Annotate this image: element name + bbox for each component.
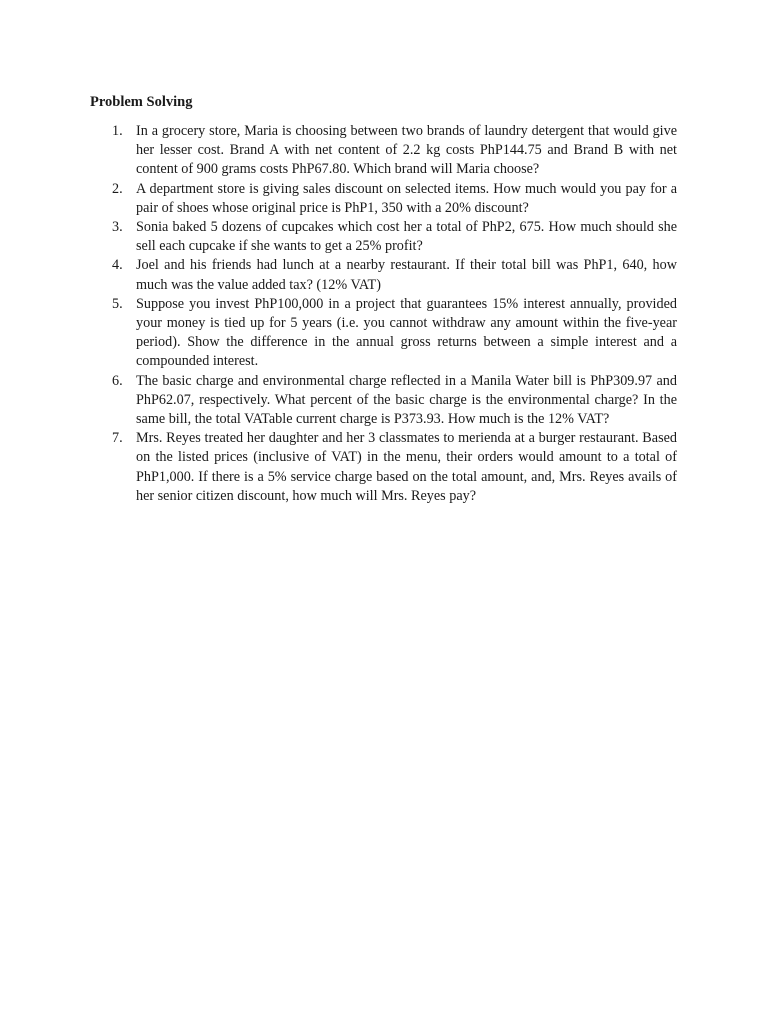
problem-item-5 xyxy=(90,295,677,372)
problem-number: 3. xyxy=(112,219,123,236)
problem-item-2 xyxy=(90,180,677,218)
problem-item-3 xyxy=(90,218,677,256)
problem-item-4 xyxy=(90,256,677,294)
problem-text: In a grocery store, Maria is choosing between two brands of laundry detergent that would give her lesser cost. Brand A with net content of 2.2 kg costs PhP144.75 and Brand B with net content of 900 grams costs PhP67.80. Which brand will Maria choose? xyxy=(136,123,677,178)
problem-number: 5. xyxy=(112,295,123,312)
problem-number: 4. xyxy=(112,257,123,274)
problem-number: 1. xyxy=(112,123,123,139)
section-heading: Problem Solving xyxy=(90,94,193,110)
problem-text: The basic charge and environmental charge reflected in a Manila Water bill is PhP309.97 and PhP62.07, respectively. What percent of the basic charge is the environmental charge? In the same bill, the total VATable current charge is P373.93. How much is the 12% VAT? xyxy=(136,372,677,428)
problem-item-6 xyxy=(90,372,677,430)
problem-item-7 xyxy=(90,429,677,506)
problem-text: Joel and his friends had lunch at a nearby restaurant. If their total bill was PhP1, 640, how much was the value added tax? (12% VAT) xyxy=(136,257,677,293)
problem-number: 7. xyxy=(112,430,123,447)
problem-number: 2. xyxy=(112,180,123,197)
problem-list xyxy=(90,122,677,506)
problem-item-1 xyxy=(90,122,677,180)
problem-number: 6. xyxy=(112,372,123,389)
problem-text: Sonia baked 5 dozens of cupcakes which cost her a total of PhP2, 675. How much should she sell each cupcake if she wants to get a 25% profit? xyxy=(136,219,677,255)
problem-text: A department store is giving sales discount on selected items. How much would you pay for a pair of shoes whose original price is PhP1, 350 with a 20% discount? xyxy=(136,180,677,216)
problem-text: Suppose you invest PhP100,000 in a project that guarantees 15% interest annually, provided your money is tied up for 5 years (i.e. you cannot withdraw any amount within the five-year period). Show the difference in the annual gross returns between a simple interest and a compounded interest. xyxy=(136,295,677,370)
problem-text: Mrs. Reyes treated her daughter and her 3 classmates to merienda at a burger restaurant. Based on the listed prices (inclusive of VAT) in the menu, their orders would amount to a total of PhP1,000. If there is a 5% service charge based on the total amount, and, Mrs. Reyes avails of her senior citizen discount, how much will Mrs. Reyes pay? xyxy=(136,430,677,504)
